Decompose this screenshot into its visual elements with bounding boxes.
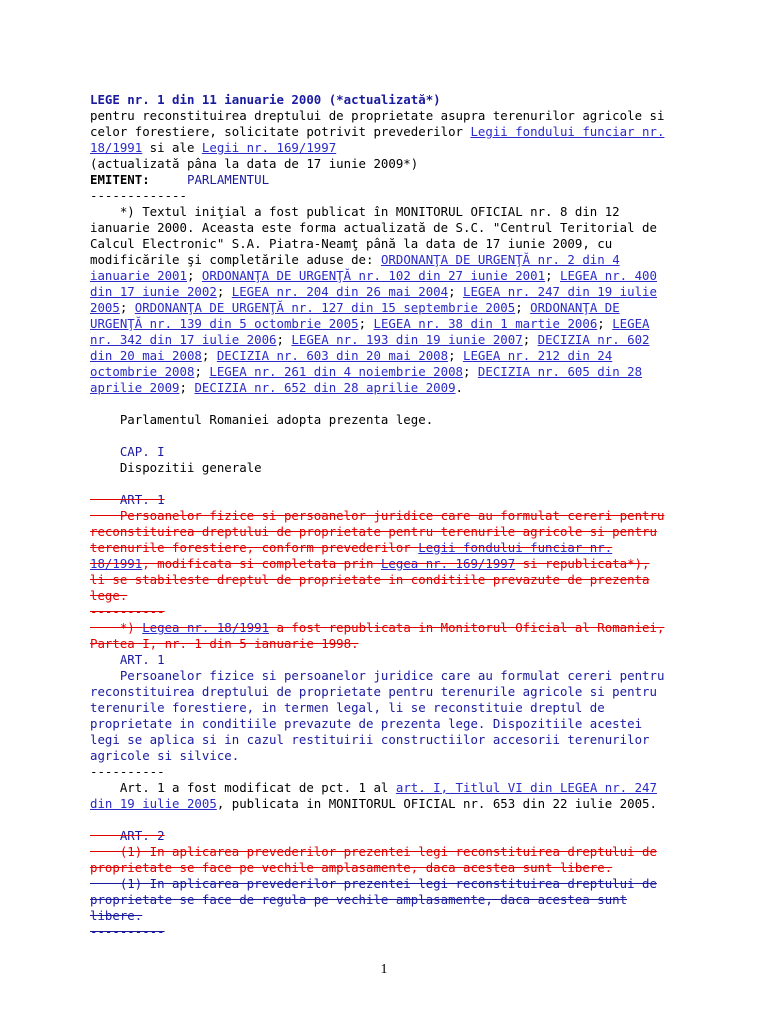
separator: ---------- bbox=[90, 764, 165, 779]
updated-note: (actualizată pâna la data de 17 iunie 2009*) bbox=[90, 156, 419, 171]
chapter-label: CAP. I bbox=[90, 444, 165, 459]
amendment-link[interactable]: DECIZIA nr. 603 din 20 mai 2008 bbox=[216, 348, 449, 363]
footnote-line: din 20 mai 2008; DECIZIA nr. 603 din 20 mai 2008; LEGEA nr. 212 din 24 bbox=[90, 348, 613, 363]
article-label-old: ART. 1 bbox=[90, 492, 165, 507]
amendment-link[interactable]: DECIZIA nr. 602 bbox=[537, 332, 650, 347]
repealed-text-line: *) Legea nr. 18/1991 a fost republicata in Monitorul Oficial al Romaniei, bbox=[90, 620, 665, 635]
repealed-link[interactable]: Legea nr. 18/1991 bbox=[142, 620, 270, 635]
amendment-link[interactable]: LEGEA bbox=[612, 316, 650, 331]
emitent-line bbox=[90, 172, 740, 188]
repealed-text-line: li se stabileste dreptul de proprietate in conditiile prevazute de prezenta bbox=[90, 572, 650, 587]
amendment-link[interactable]: LEGEA nr. 204 din 26 mai 2004 bbox=[231, 284, 449, 299]
amendment-link[interactable]: ORDONANŢA DE bbox=[530, 300, 620, 315]
amended-text-line: Persoanelor fizice si persoanelor juridice care au formulat cereri pentru bbox=[90, 668, 665, 683]
amendment-link[interactable]: ORDONANŢA DE URGENŢĂ nr. 127 din 15 septembrie 2005 bbox=[134, 300, 516, 315]
amended-text-line: libere. bbox=[90, 908, 143, 923]
footnote-line: ianuarie 2001; ORDONANŢA DE URGENŢĂ nr. 102 din 27 iunie 2001; LEGEA nr. 400 bbox=[90, 268, 657, 283]
amendment-link[interactable]: URGENŢĂ nr. 139 din 5 octombrie 2005 bbox=[90, 316, 359, 331]
emitent-value: PARLAMENTUL bbox=[187, 172, 270, 187]
law-subtitle-line: pentru reconstituirea dreptului de proprietate asupra terenurilor agricole si bbox=[90, 108, 665, 123]
amendment-link[interactable]: 2005 bbox=[90, 300, 120, 315]
modification-link[interactable]: art. I, Titlul VI din LEGEA nr. 247 bbox=[395, 780, 657, 795]
repealed-link[interactable]: Legea nr. 169/1997 bbox=[380, 556, 516, 571]
repealed-link[interactable]: 18/1991 bbox=[90, 556, 143, 571]
amended-text-line: proprietate se face de regula pe vechile amplasamente, daca acestea sunt bbox=[90, 892, 628, 907]
amendment-link[interactable]: ORDONANŢA DE URGENŢĂ nr. 102 din 27 iunie 2001 bbox=[201, 268, 546, 283]
footnote-line: modificările şi completările aduse de: ORDONANŢA DE URGENŢĂ nr. 2 din 4 bbox=[90, 252, 620, 267]
law-subtitle-line: celor forestiere, solicitate potrivit prevederilor Legii fondului funciar nr. bbox=[90, 124, 665, 139]
adoption-statement: Parlamentul Romaniei adopta prezenta lege. bbox=[90, 412, 434, 427]
article-label: ART. 1 bbox=[90, 652, 165, 667]
footnote-line: URGENŢĂ nr. 139 din 5 octombrie 2005; LEGEA nr. 38 din 1 martie 2006; LEGEA bbox=[90, 316, 650, 331]
amendment-link[interactable]: LEGEA nr. 212 din 24 bbox=[463, 348, 613, 363]
law-subtitle-line: 18/1991 si ale Legii nr. 169/1997 bbox=[90, 140, 337, 155]
repealed-text-line: reconstituirea dreptului de proprietate pentru terenurile agricole si pentru bbox=[90, 524, 657, 539]
amendment-link[interactable]: DECIZIA nr. 605 din 28 bbox=[477, 364, 643, 379]
footnote-line: ianuarie 2000. Aceasta este forma actualizată de S.C. "Centrul Teritorial de bbox=[90, 220, 657, 235]
repealed-text-line: terenurile forestiere, conform prevederilor Legii fondului funciar nr. bbox=[90, 540, 613, 555]
modification-link[interactable]: din 19 iulie 2005 bbox=[90, 796, 217, 811]
footnote-line: 2005; ORDONANŢA DE URGENŢĂ nr. 127 din 15 septembrie 2005; ORDONANŢA DE bbox=[90, 300, 620, 315]
article-label-old: ART. 2 bbox=[90, 828, 165, 843]
amendment-link[interactable]: octombrie 2008 bbox=[90, 364, 195, 379]
repealed-text-line: (1) In aplicarea prevederilor prezentei legi reconstituirea dreptului de bbox=[90, 844, 657, 859]
amended-text-line: agricole si silvice. bbox=[90, 748, 240, 763]
repealed-link[interactable]: Legii fondului funciar nr. bbox=[418, 540, 613, 555]
amendment-link[interactable]: nr. 342 din 17 iulie 2006 bbox=[90, 332, 277, 347]
footnote-line: nr. 342 din 17 iulie 2006; LEGEA nr. 193 din 19 iunie 2007; DECIZIA nr. 602 bbox=[90, 332, 650, 347]
amended-text-line: proprietate in conditiile prevazute de prezenta lege. Dispozitiile acestei bbox=[90, 716, 643, 731]
amended-text-line: legi se aplica si in cazul restituirii constructiilor accesorii terenurilor bbox=[90, 732, 650, 747]
amendment-link[interactable]: ianuarie 2001 bbox=[90, 268, 187, 283]
emitent-label: EMITENT: bbox=[90, 172, 150, 187]
modification-note: din 19 iulie 2005, publicata in MONITORUL OFICIAL nr. 653 din 22 iulie 2005. bbox=[90, 796, 657, 811]
law-title: LEGE nr. 1 din 11 ianuarie 2000 (*actualizată*) bbox=[90, 92, 441, 107]
amendment-link[interactable]: ORDONANŢA DE URGENŢĂ nr. 2 din 4 bbox=[380, 252, 620, 267]
footnote-line: octombrie 2008; LEGEA nr. 261 din 4 noiembrie 2008; DECIZIA nr. 605 din 28 bbox=[90, 364, 643, 379]
amendment-link[interactable]: LEGEA nr. 38 din 1 martie 2006 bbox=[373, 316, 598, 331]
modification-note: Art. 1 a fost modificat de pct. 1 al art. I, Titlul VI din LEGEA nr. 247 bbox=[90, 780, 657, 795]
amendment-link[interactable]: din 20 mai 2008 bbox=[90, 348, 202, 363]
amendment-link[interactable]: aprilie 2009 bbox=[90, 380, 180, 395]
repealed-text-line: 18/1991, modificata si completata prin Legea nr. 169/1997 si republicata*), bbox=[90, 556, 650, 571]
amended-text-line: reconstituirea dreptului de proprietate pentru terenurile agricole si pentru bbox=[90, 684, 657, 699]
link-18-1991[interactable]: 18/1991 bbox=[90, 140, 143, 155]
repealed-text-line: lege. bbox=[90, 588, 128, 603]
footnote-line: din 17 iunie 2002; LEGEA nr. 204 din 26 mai 2004; LEGEA nr. 247 din 19 iulie bbox=[90, 284, 657, 299]
separator: ------------- bbox=[90, 188, 187, 203]
amendment-link[interactable]: LEGEA nr. 261 din 4 noiembrie 2008 bbox=[209, 364, 463, 379]
footnote-line: Calcul Electronic" S.A. Piatra-Neamţ până la data de 17 iunie 2009, cu bbox=[90, 236, 613, 251]
link-legea-fondului-funciar[interactable]: Legii fondului funciar nr. bbox=[470, 124, 665, 139]
repealed-text-line: proprietate se face pe vechile amplasamente, daca acestea sunt libere. bbox=[90, 860, 613, 875]
page-number: 1 bbox=[380, 962, 388, 977]
amendment-link[interactable]: din 17 iunie 2002 bbox=[90, 284, 217, 299]
separator: ---------- bbox=[90, 924, 165, 939]
amended-text-line: (1) In aplicarea prevederilor prezentei legi reconstituirea dreptului de bbox=[90, 876, 657, 891]
footnote-line: aprilie 2009; DECIZIA nr. 652 din 28 aprilie 2009. bbox=[90, 380, 464, 395]
amended-text-line: terenurile forestiere, in termen legal, li se reconstituie dreptul de bbox=[90, 700, 605, 715]
repealed-text-line: Partea I, nr. 1 din 5 ianuarie 1998. bbox=[90, 636, 359, 651]
repealed-separator: ---------- bbox=[90, 604, 165, 619]
link-legea-169-1997[interactable]: Legii nr. 169/1997 bbox=[201, 140, 337, 155]
document-page bbox=[90, 92, 740, 940]
amendment-link[interactable]: LEGEA nr. 400 bbox=[559, 268, 657, 283]
amendment-link[interactable]: LEGEA nr. 193 din 19 iunie 2007 bbox=[291, 332, 523, 347]
amendment-link[interactable]: DECIZIA nr. 652 din 28 aprilie 2009 bbox=[194, 380, 456, 395]
amendment-link[interactable]: LEGEA nr. 247 din 19 iulie bbox=[463, 284, 657, 299]
footnote-line: *) Textul iniţial a fost publicat în MONITORUL OFICIAL nr. 8 din 12 bbox=[90, 204, 620, 219]
repealed-text-line: Persoanelor fizice si persoanelor juridice care au formulat cereri pentru bbox=[90, 508, 665, 523]
chapter-title: Dispozitii generale bbox=[90, 460, 262, 475]
